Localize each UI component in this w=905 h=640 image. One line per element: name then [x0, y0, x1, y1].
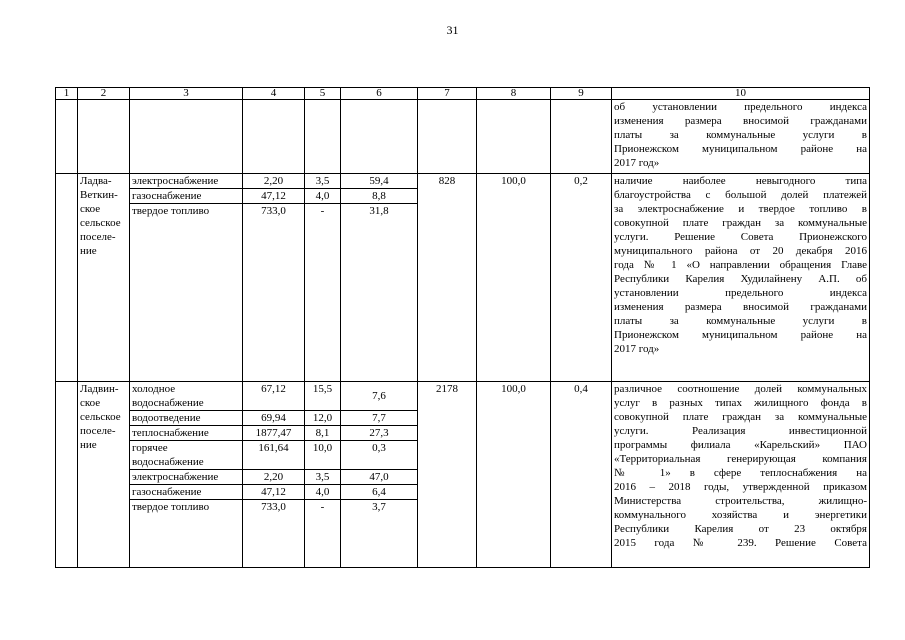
population-cell: 828	[418, 174, 477, 382]
header-cell: 10	[612, 88, 870, 100]
header-cell: 1	[56, 88, 78, 100]
settlement-name: Ладвин- ское сельское поселе- ние	[78, 382, 130, 568]
index-column: 15,5 12,0 8,1 10,0 3,5 4,0 -	[305, 382, 341, 568]
header-cell: 7	[418, 88, 477, 100]
service-list: холодное водоснабжение водоотведение теплоснабжение горячее водоснабжение электроснабжение газоснабжение твердое топливо	[130, 382, 243, 568]
service-list: электроснабжение газоснабжение твердое топливо	[130, 174, 243, 382]
header-cell: 8	[477, 88, 551, 100]
value-cell: 0,2	[551, 174, 612, 382]
note-cell: об установлении предельного индекса изменения размера вносимой гражданами платы за коммунальные услуги в Прионежском муниципальном районе на 2017 год»	[612, 100, 870, 174]
table-row	[56, 174, 870, 382]
table-row	[56, 100, 870, 174]
population-cell: 2178	[418, 382, 477, 568]
index-column: 3,5 4,0 -	[305, 174, 341, 382]
header-cell: 4	[243, 88, 305, 100]
value-cell: 0,4	[551, 382, 612, 568]
note-cell: наличие наиболее невыгодного типа благоустройства с большой долей платежей за электроснабжение и твердое топливо в совокупной плате граждан за коммунальные услуги. Решение Совета Прионежского муниципального района от 20 декабря 2016 года № 1 «О направлении обращения Главе Республики Карелия Худилайнену А.П. об установлении предельного индекса изменения размера вносимой гражданами платы за коммунальные услуги в Прионежском муниципальном районе на 2017 год»	[612, 174, 870, 382]
share-column: 59,4 8,8 31,8	[341, 174, 418, 382]
header-cell: 9	[551, 88, 612, 100]
header-cell: 6	[341, 88, 418, 100]
tariff-column: 2,20 47,12 733,0	[243, 174, 305, 382]
tariff-column: 67,12 69,94 1877,47 161,64 2,20 47,12 733,0	[243, 382, 305, 568]
share-column: 7,6 7,7 27,3 0,3 47,0 6,4 3,7	[341, 382, 418, 568]
percent-cell: 100,0	[477, 382, 551, 568]
settlement-name: Ладва- Веткин- ское сельское поселе- ние	[78, 174, 130, 382]
note-cell: различное соотношение долей коммунальных услуг в разных типах жилищного фонда в совокупной плате граждан за коммунальные услуги. Реализация инвестиционной программы филиала «Карельский» ПАО «Территориальная генерирующая компания № 1» в сфере теплоснабжения на 2016 – 2018 годы, утвержденной приказом Министерства строительства, жилищно- коммунального хозяйства и энергетики Республики Карелия от 23 октября 2015 года № 239. Решение Совета	[612, 382, 870, 568]
table-row	[56, 382, 870, 568]
percent-cell: 100,0	[477, 174, 551, 382]
data-table	[55, 87, 870, 568]
header-cell: 5	[305, 88, 341, 100]
header-row	[56, 88, 870, 100]
header-cell: 2	[78, 88, 130, 100]
header-cell: 3	[130, 88, 243, 100]
page-number: 31	[446, 23, 459, 37]
